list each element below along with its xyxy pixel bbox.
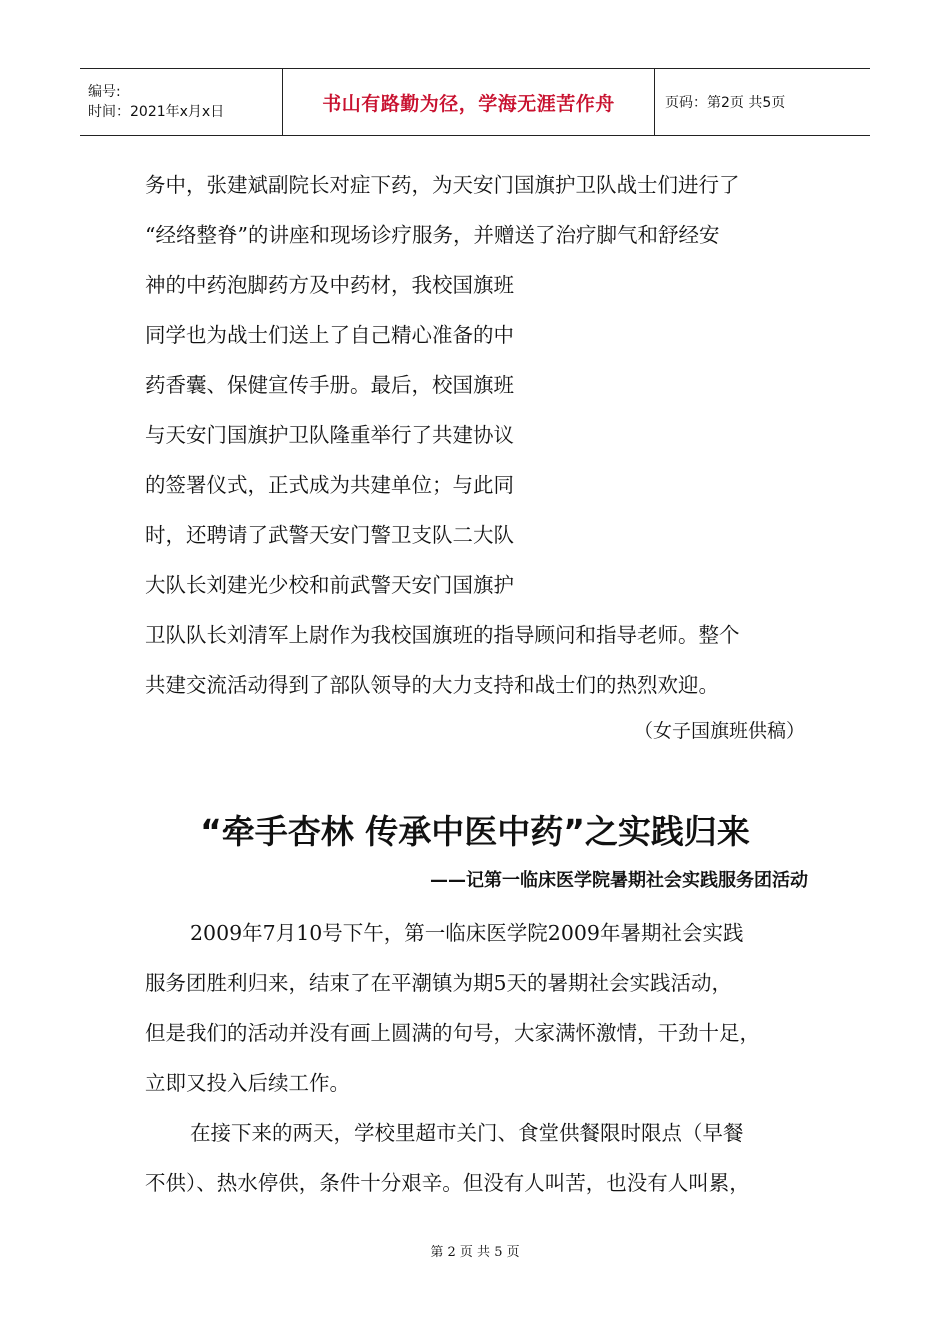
article-subtitle: ——记第一临床医学院暑期社会实践服务团活动 (430, 870, 808, 891)
article-line: 服务团胜利归来，结束了在平潮镇为期5天的暑期社会实践活动， (145, 971, 733, 995)
header-date: 时间：2021年x月x日 (88, 104, 225, 120)
body-line: 卫队队长刘清军上尉作为我校国旗班的指导顾问和指导老师。整个 (145, 623, 740, 647)
article-line: 立即又投入后续工作。 (145, 1071, 350, 1095)
header-motto-cell (282, 69, 655, 135)
body-line: 的签署仪式，正式成为共建单位；与此同 (145, 473, 514, 497)
body-line: 与天安门国旗护卫队隆重举行了共建协议 (145, 423, 514, 447)
header-page-cell (655, 69, 870, 135)
body-line: 药香囊、保健宣传手册。最后，校国旗班 (145, 373, 514, 397)
header-meta (80, 69, 282, 135)
header-motto: 书山有路勤为径，学海无涯苦作舟 (322, 92, 615, 115)
page-header (80, 68, 870, 136)
article-line: 但是我们的活动并没有画上圆满的句号，大家满怀激情，干劲十足， (145, 1021, 760, 1045)
header-number: 编号: (88, 84, 121, 100)
article-line: 2009年7月10号下午，第一临床医学院2009年暑期社会实践 (190, 921, 744, 945)
body-line: 共建交流活动得到了部队领导的大力支持和战士们的热烈欢迎。 (145, 673, 719, 697)
body-line: 大队长刘建光少校和前武警天安门国旗护 (145, 573, 514, 597)
article-line: 不供）、热水停供，条件十分艰辛。但没有人叫苦，也没有人叫累， (145, 1171, 750, 1195)
article-credit: （女子国旗班供稿） (633, 720, 805, 742)
body-line: 时，还聘请了武警天安门警卫支队二大队 (145, 523, 514, 547)
body-line: 同学也为战士们送上了自己精心准备的中 (145, 323, 514, 347)
page-footer: 第 2 页 共 5 页 (430, 1245, 520, 1260)
article-line: 在接下来的两天，学校里超市关门、食堂供餐限时限点（早餐 (190, 1121, 744, 1145)
body-line: “经络整脊”的讲座和现场诊疗服务，并赠送了治疗脚气和舒经安 (145, 223, 720, 247)
body-line: 务中，张建斌副院长对症下药，为天安门国旗护卫队战士们进行了 (145, 173, 740, 197)
header-page-info: 页码：第2页 共5页 (665, 95, 786, 111)
article-title: “牵手杏林 传承中医中药”之实践归来 (200, 812, 750, 851)
body-line: 神的中药泡脚药方及中药材，我校国旗班 (145, 273, 514, 297)
